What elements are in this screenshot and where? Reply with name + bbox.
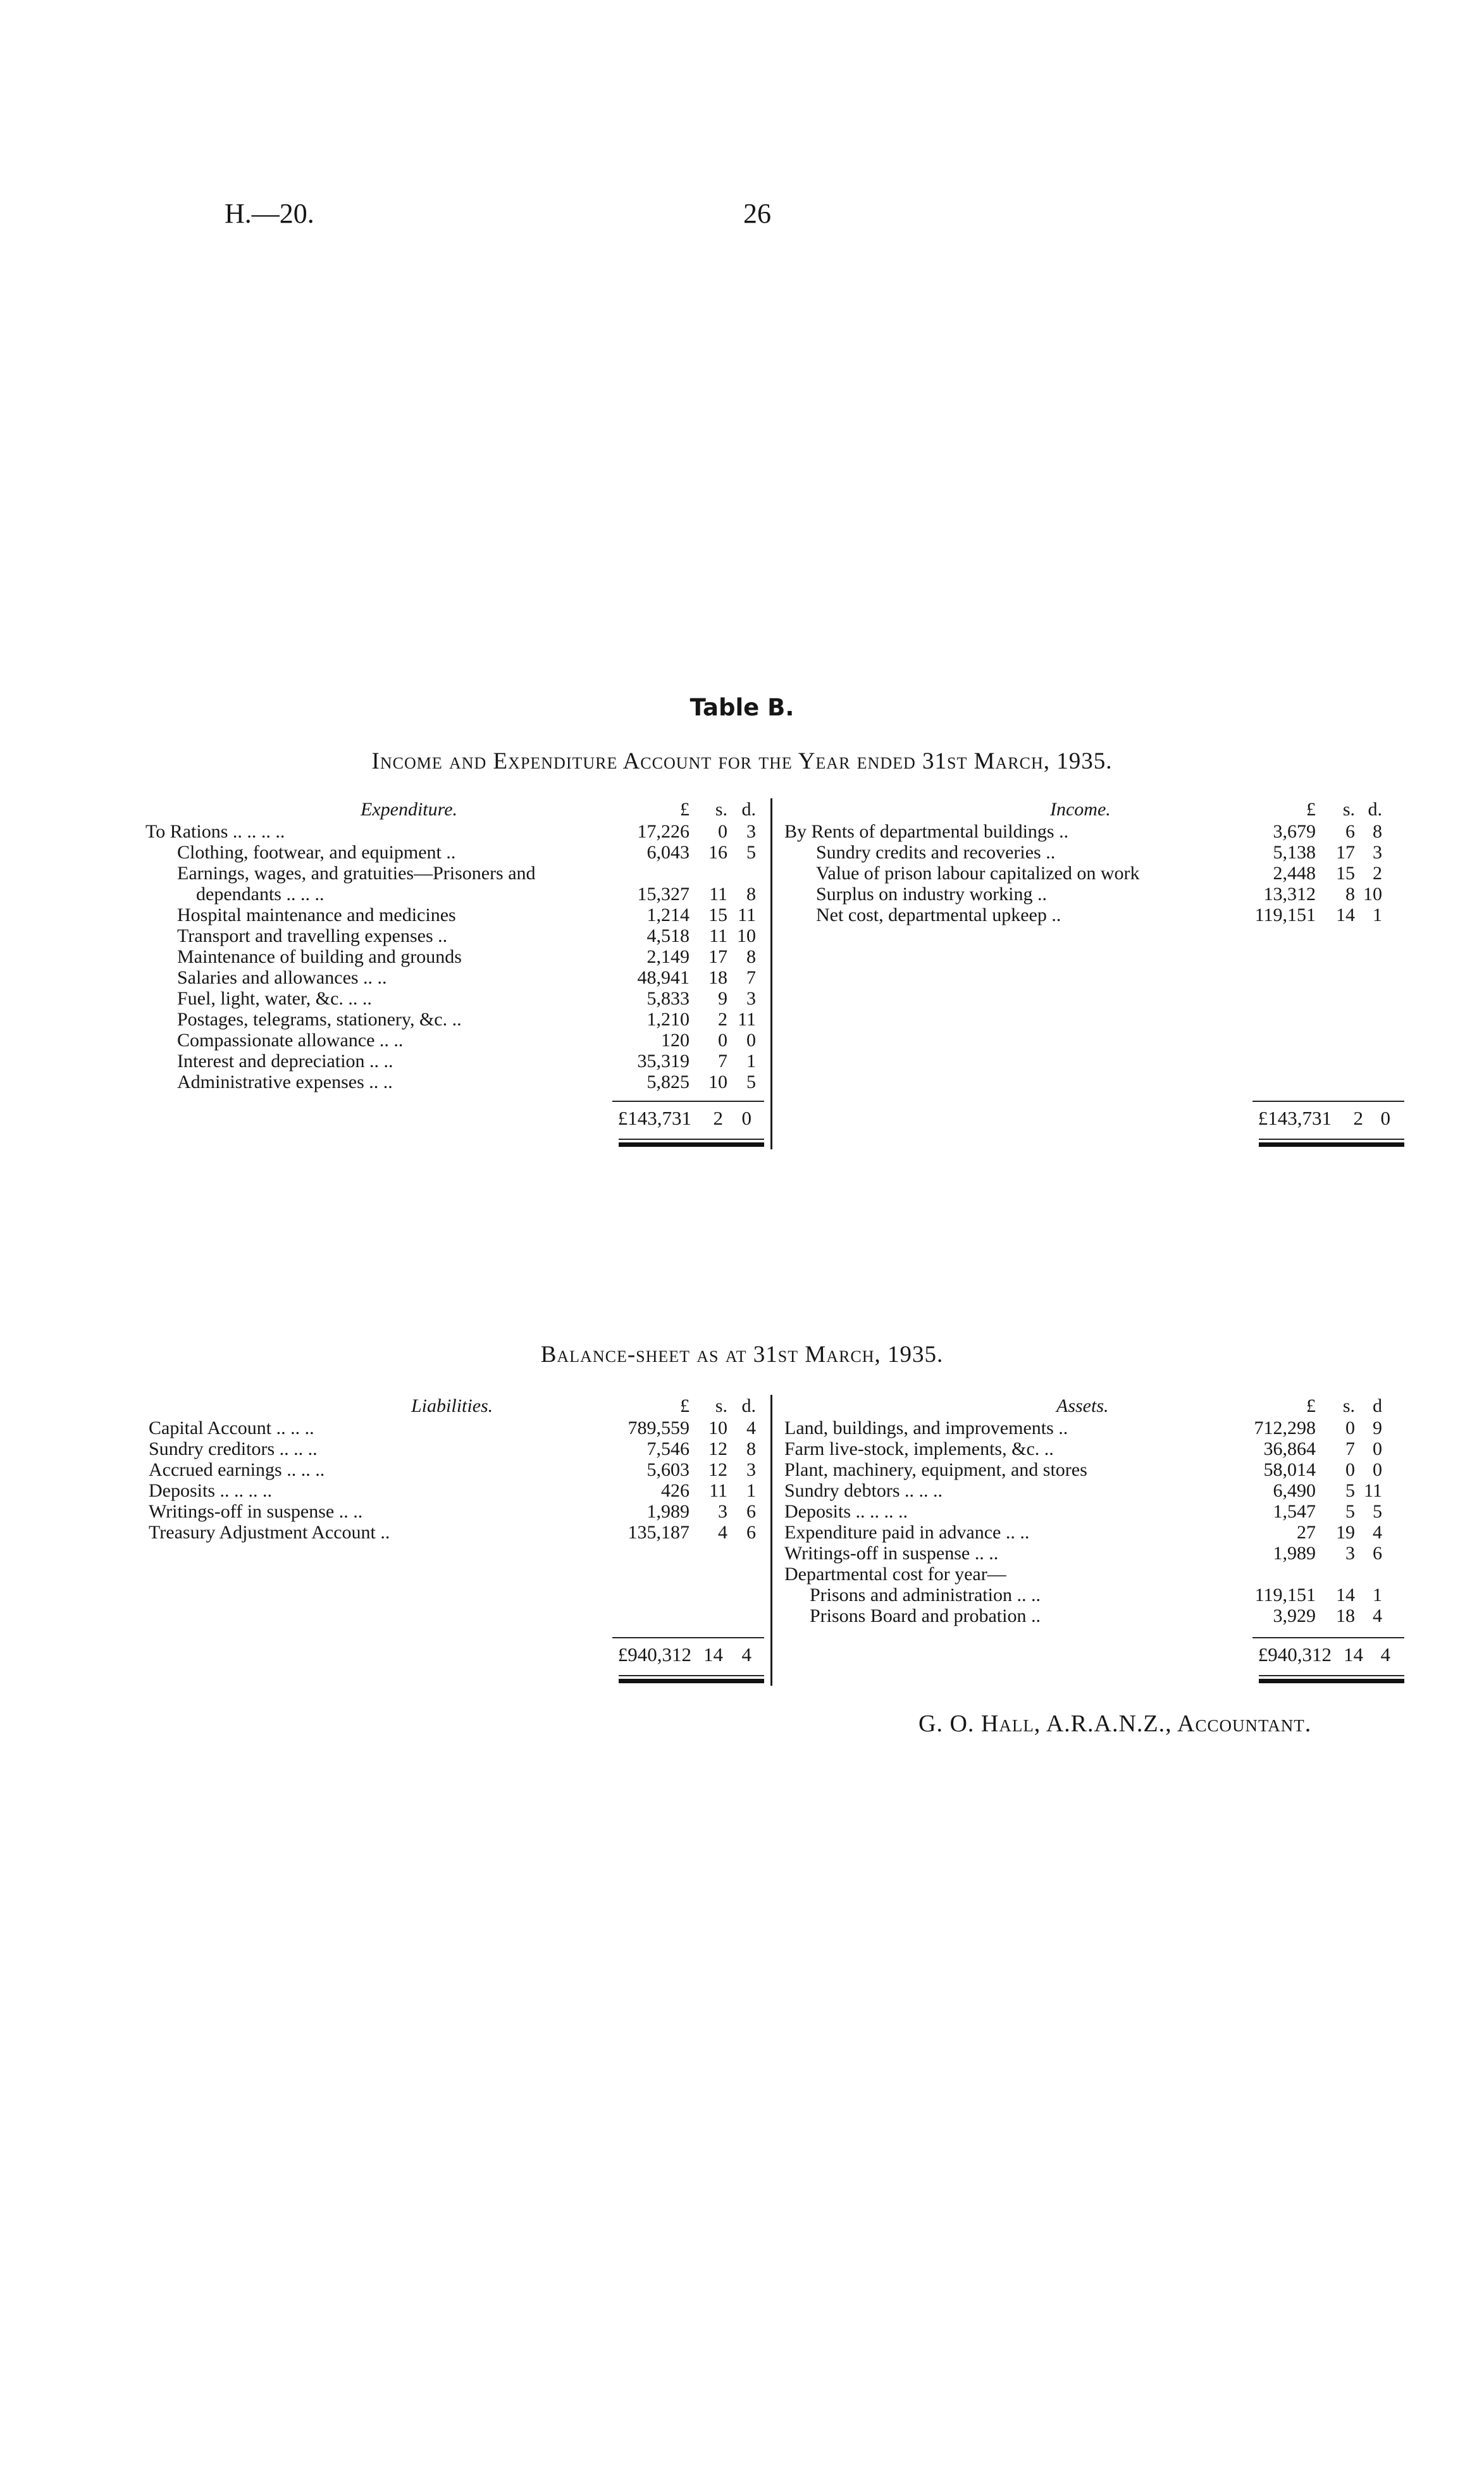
row-pence: 3 — [746, 821, 756, 842]
row-shillings: 6 — [1345, 821, 1355, 842]
row-label: Sundry credits and recoveries .. — [816, 842, 1056, 863]
row-pence: 0 — [746, 1030, 756, 1051]
ledger-row — [145, 1438, 772, 1459]
row-pounds: 119,151 — [1254, 905, 1316, 925]
ledger-row — [145, 1480, 772, 1501]
row-pence: 3 — [746, 1459, 756, 1480]
assets-column — [784, 1395, 1417, 1626]
pounds-header: £ — [1306, 799, 1316, 820]
accountant-signature: G. O. Hall, A.R.A.N.Z., Accountant. — [918, 1710, 1312, 1737]
pence-header: d. — [1368, 799, 1382, 820]
column-divider — [770, 1395, 772, 1686]
row-pence: 5 — [1373, 1501, 1382, 1522]
row-label: Sundry creditors .. .. .. — [149, 1438, 318, 1459]
pounds-header: £ — [1306, 1395, 1316, 1416]
expenditure-header — [145, 798, 772, 821]
assets-double-rule-top — [1259, 1675, 1404, 1676]
row-pounds: 2,448 — [1273, 863, 1316, 884]
shillings-header: s. — [1342, 1395, 1355, 1416]
row-pounds: 1,989 — [646, 1501, 689, 1522]
row-label: Administrative expenses .. .. — [177, 1072, 393, 1092]
assets-heading: Assets. — [1056, 1395, 1109, 1416]
row-label: Fuel, light, water, &c. .. .. — [177, 988, 372, 1009]
row-label: Earnings, wages, and gratuities—Prisoners and — [177, 863, 536, 884]
ledger-row — [145, 988, 772, 1009]
row-label: Plant, machinery, equipment, and stores — [784, 1459, 1087, 1480]
ledger-row — [145, 1009, 772, 1030]
expenditure-double-rule — [619, 1142, 764, 1147]
income-list — [784, 821, 1417, 925]
ledger-row — [145, 1459, 772, 1480]
row-pounds: 712,298 — [1254, 1418, 1316, 1438]
row-shillings: 18 — [708, 967, 727, 988]
row-shillings: 5 — [1345, 1501, 1355, 1522]
row-pounds: 13,312 — [1263, 884, 1316, 905]
row-pounds: 426 — [661, 1480, 689, 1501]
assets-total — [1252, 1643, 1404, 1669]
shillings-header: s. — [715, 799, 727, 820]
row-pounds: 135,187 — [628, 1522, 689, 1543]
ledger-row — [145, 842, 772, 863]
income-double-rule-top — [1259, 1139, 1404, 1140]
pence-header: d. — [741, 799, 756, 820]
ledger-row — [784, 1543, 1417, 1564]
row-pence: 1 — [1373, 905, 1382, 925]
row-shillings: 17 — [708, 946, 727, 967]
ledger-row — [145, 1072, 772, 1092]
total-pence: 4 — [741, 1643, 751, 1666]
liabilities-double-rule — [619, 1679, 764, 1683]
row-pence: 0 — [1373, 1459, 1382, 1480]
row-label: Departmental cost for year— — [784, 1564, 1006, 1585]
row-pounds: 3,679 — [1273, 821, 1316, 842]
account-title: Income and Expenditure Account for the Year ended 31st March, 1935. — [371, 748, 1113, 774]
row-label: Deposits .. .. .. .. — [784, 1501, 908, 1522]
ledger-row — [145, 1051, 772, 1072]
ledger-row — [784, 905, 1417, 925]
row-shillings: 14 — [1336, 1585, 1355, 1605]
row-shillings: 10 — [708, 1418, 727, 1438]
row-shillings: 7 — [1345, 1438, 1355, 1459]
row-shillings: 0 — [718, 1030, 727, 1051]
expenditure-total-rule — [612, 1101, 764, 1102]
row-pence: 2 — [1373, 863, 1382, 884]
row-pounds: 3,929 — [1273, 1605, 1316, 1626]
row-pounds: 6,043 — [646, 842, 689, 863]
expenditure-heading: Expenditure. — [361, 799, 458, 820]
row-shillings: 10 — [708, 1072, 727, 1092]
assets-header — [784, 1395, 1417, 1418]
row-label: Writings-off in suspense .. .. — [784, 1543, 999, 1564]
row-label: Salaries and allowances .. .. — [177, 967, 387, 988]
row-label: Accrued earnings .. .. .. — [149, 1459, 325, 1480]
income-total-rule — [1252, 1101, 1404, 1102]
expenditure-column — [145, 798, 772, 1092]
ledger-row — [145, 1030, 772, 1051]
row-pence: 11 — [738, 1009, 756, 1030]
row-shillings: 7 — [718, 1051, 727, 1072]
page-number: 26 — [743, 198, 771, 229]
row-pounds: 5,825 — [646, 1072, 689, 1092]
row-shillings: 2 — [718, 1009, 727, 1030]
row-pence: 3 — [1373, 842, 1382, 863]
income-column — [784, 798, 1417, 925]
row-pence: 0 — [1373, 1438, 1382, 1459]
row-shillings: 15 — [708, 905, 727, 925]
row-pence: 1 — [746, 1480, 756, 1501]
total-pounds: £940,312 — [1258, 1643, 1332, 1666]
ledger-row — [784, 821, 1417, 842]
row-label: Capital Account .. .. .. — [149, 1418, 314, 1438]
row-shillings: 11 — [709, 884, 727, 905]
total-pounds: £143,731 — [1258, 1107, 1332, 1129]
total-pounds: £143,731 — [617, 1107, 691, 1129]
row-pounds: 5,138 — [1273, 842, 1316, 863]
row-shillings: 15 — [1336, 863, 1355, 884]
row-shillings: 8 — [1345, 884, 1355, 905]
row-shillings: 9 — [718, 988, 727, 1009]
row-shillings: 12 — [708, 1459, 727, 1480]
ledger-row — [145, 1418, 772, 1438]
ledger-row — [784, 1480, 1417, 1501]
row-label: Expenditure paid in advance .. .. — [784, 1522, 1030, 1543]
balance-sheet-title: Balance-sheet as at 31st March, 1935. — [540, 1342, 944, 1368]
ledger-row — [784, 1418, 1417, 1438]
row-label: Transport and travelling expenses .. — [177, 925, 448, 946]
row-pounds: 6,490 — [1273, 1480, 1316, 1501]
row-label: Value of prison labour capitalized on work — [816, 863, 1140, 884]
row-pence: 6 — [746, 1522, 756, 1543]
row-label: Sundry debtors .. .. .. — [784, 1480, 943, 1501]
row-pence: 11 — [1364, 1480, 1382, 1501]
row-pounds: 119,151 — [1254, 1585, 1316, 1605]
row-pence: 11 — [738, 905, 756, 925]
row-pounds: 1,989 — [1273, 1543, 1316, 1564]
row-label: Farm live-stock, implements, &c. .. — [784, 1438, 1054, 1459]
total-pence: 0 — [1380, 1107, 1390, 1129]
row-pence: 8 — [746, 884, 756, 905]
row-shillings: 3 — [1345, 1543, 1355, 1564]
row-pence: 4 — [746, 1418, 756, 1438]
row-label: By Rents of departmental buildings .. — [784, 821, 1069, 842]
row-shillings: 17 — [1336, 842, 1355, 863]
row-pounds: 4,518 — [646, 925, 689, 946]
row-pence: 6 — [1373, 1543, 1382, 1564]
row-pence: 9 — [1373, 1418, 1382, 1438]
row-pence: 8 — [746, 1438, 756, 1459]
row-pence: 5 — [746, 1072, 756, 1092]
row-label: Postages, telegrams, stationery, &c. .. — [177, 1009, 462, 1030]
row-label: Prisons and administration .. .. — [810, 1585, 1041, 1605]
row-label: Interest and depreciation .. .. — [177, 1051, 393, 1072]
ledger-row — [145, 946, 772, 967]
row-pence: 8 — [1373, 821, 1382, 842]
row-pence: 4 — [1373, 1605, 1382, 1626]
row-pounds: 35,319 — [637, 1051, 689, 1072]
expenditure-double-rule-top — [619, 1139, 764, 1140]
total-pence: 0 — [741, 1107, 751, 1129]
row-label: Deposits .. .. .. .. — [149, 1480, 272, 1501]
liabilities-total — [612, 1643, 764, 1669]
ledger-row — [145, 925, 772, 946]
row-pence: 8 — [746, 946, 756, 967]
expenditure-list — [145, 821, 772, 1092]
liabilities-list — [145, 1418, 772, 1543]
row-pence: 7 — [746, 967, 756, 988]
ledger-row — [784, 1522, 1417, 1543]
row-label: Clothing, footwear, and equipment .. — [177, 842, 456, 863]
shillings-header: s. — [715, 1395, 727, 1416]
total-shillings: 2 — [1353, 1107, 1363, 1129]
row-label: Hospital maintenance and medicines — [177, 905, 456, 925]
ledger-row — [784, 1501, 1417, 1522]
row-shillings: 19 — [1336, 1522, 1355, 1543]
liabilities-double-rule-top — [619, 1675, 764, 1676]
row-pounds: 48,941 — [637, 967, 689, 988]
row-pounds: 58,014 — [1263, 1459, 1316, 1480]
ledger-row — [784, 842, 1417, 863]
ledger-row — [784, 1605, 1417, 1626]
row-shillings: 11 — [709, 1480, 727, 1501]
row-shillings: 18 — [1336, 1605, 1355, 1626]
assets-total-rule — [1252, 1637, 1404, 1638]
pence-header: d. — [741, 1395, 756, 1416]
liabilities-heading: Liabilities. — [411, 1395, 493, 1416]
row-shillings: 4 — [718, 1522, 727, 1543]
row-pounds: 27 — [1297, 1522, 1316, 1543]
income-double-rule — [1259, 1142, 1404, 1147]
row-pence: 4 — [1373, 1522, 1382, 1543]
row-pence: 5 — [746, 842, 756, 863]
liabilities-header — [145, 1395, 772, 1418]
assets-double-rule — [1259, 1679, 1404, 1683]
pounds-header: £ — [680, 799, 689, 820]
ledger-row — [145, 863, 772, 884]
row-pounds: 7,546 — [646, 1438, 689, 1459]
row-pounds: 15,327 — [637, 884, 689, 905]
row-label: Net cost, departmental upkeep .. — [816, 905, 1061, 925]
row-pounds: 1,214 — [646, 905, 689, 925]
row-pounds: 1,210 — [646, 1009, 689, 1030]
row-label: Writings-off in suspense .. .. — [149, 1501, 363, 1522]
total-pence: 4 — [1380, 1643, 1390, 1666]
row-shillings: 16 — [708, 842, 727, 863]
pence-header: d — [1373, 1395, 1382, 1416]
ledger-row — [784, 1564, 1417, 1585]
liabilities-total-rule — [612, 1637, 764, 1638]
row-label: To Rations .. .. .. .. — [145, 821, 285, 842]
ledger-row — [145, 1501, 772, 1522]
ledger-row — [784, 1459, 1417, 1480]
row-pounds: 2,149 — [646, 946, 689, 967]
ledger-row — [784, 863, 1417, 884]
row-shillings: 0 — [1345, 1418, 1355, 1438]
row-label: Land, buildings, and improvements .. — [784, 1418, 1068, 1438]
ledger-row — [784, 884, 1417, 905]
total-shillings: 14 — [1344, 1643, 1363, 1666]
ledger-row — [145, 905, 772, 925]
ledger-row — [784, 1438, 1417, 1459]
row-pence: 1 — [1373, 1585, 1382, 1605]
row-pounds: 17,226 — [637, 821, 689, 842]
expenditure-total — [612, 1107, 764, 1132]
row-shillings: 3 — [718, 1501, 727, 1522]
row-shillings: 14 — [1336, 905, 1355, 925]
ledger-row — [145, 821, 772, 842]
row-shillings: 11 — [709, 925, 727, 946]
row-label: Treasury Adjustment Account .. — [149, 1522, 390, 1543]
row-pounds: 5,603 — [646, 1459, 689, 1480]
row-pence: 6 — [746, 1501, 756, 1522]
ledger-row — [145, 884, 772, 905]
row-pounds: 120 — [661, 1030, 689, 1051]
income-total — [1252, 1107, 1404, 1132]
ledger-row — [145, 1522, 772, 1543]
row-pence: 10 — [737, 925, 756, 946]
assets-list — [784, 1418, 1417, 1626]
row-shillings: 0 — [1345, 1459, 1355, 1480]
row-label: Surplus on industry working .. — [816, 884, 1048, 905]
row-pence: 3 — [746, 988, 756, 1009]
row-pounds: 1,547 — [1273, 1501, 1316, 1522]
row-shillings: 0 — [718, 821, 727, 842]
row-label: Prisons Board and probation .. — [810, 1605, 1041, 1626]
income-heading: Income. — [1050, 799, 1111, 820]
ledger-row — [784, 1585, 1417, 1605]
row-pounds: 36,864 — [1263, 1438, 1316, 1459]
ledger-row — [145, 967, 772, 988]
shillings-header: s. — [1342, 799, 1355, 820]
income-header — [784, 798, 1417, 821]
total-shillings: 14 — [703, 1643, 723, 1666]
total-shillings: 2 — [713, 1107, 723, 1129]
column-divider — [770, 798, 772, 1149]
table-title: Table B. — [689, 694, 795, 721]
row-pence: 10 — [1363, 884, 1382, 905]
row-pounds: 789,559 — [628, 1418, 689, 1438]
row-pounds: 5,833 — [646, 988, 689, 1009]
liabilities-column — [145, 1395, 772, 1543]
document-reference: H.—20. — [225, 198, 314, 229]
row-shillings: 5 — [1345, 1480, 1355, 1501]
row-label: Maintenance of building and grounds — [177, 946, 462, 967]
total-pounds: £940,312 — [617, 1643, 691, 1666]
row-label: Compassionate allowance .. .. — [177, 1030, 404, 1051]
pounds-header: £ — [680, 1395, 689, 1416]
row-pence: 1 — [746, 1051, 756, 1072]
row-shillings: 12 — [708, 1438, 727, 1459]
row-label: dependants .. .. .. — [196, 884, 325, 905]
